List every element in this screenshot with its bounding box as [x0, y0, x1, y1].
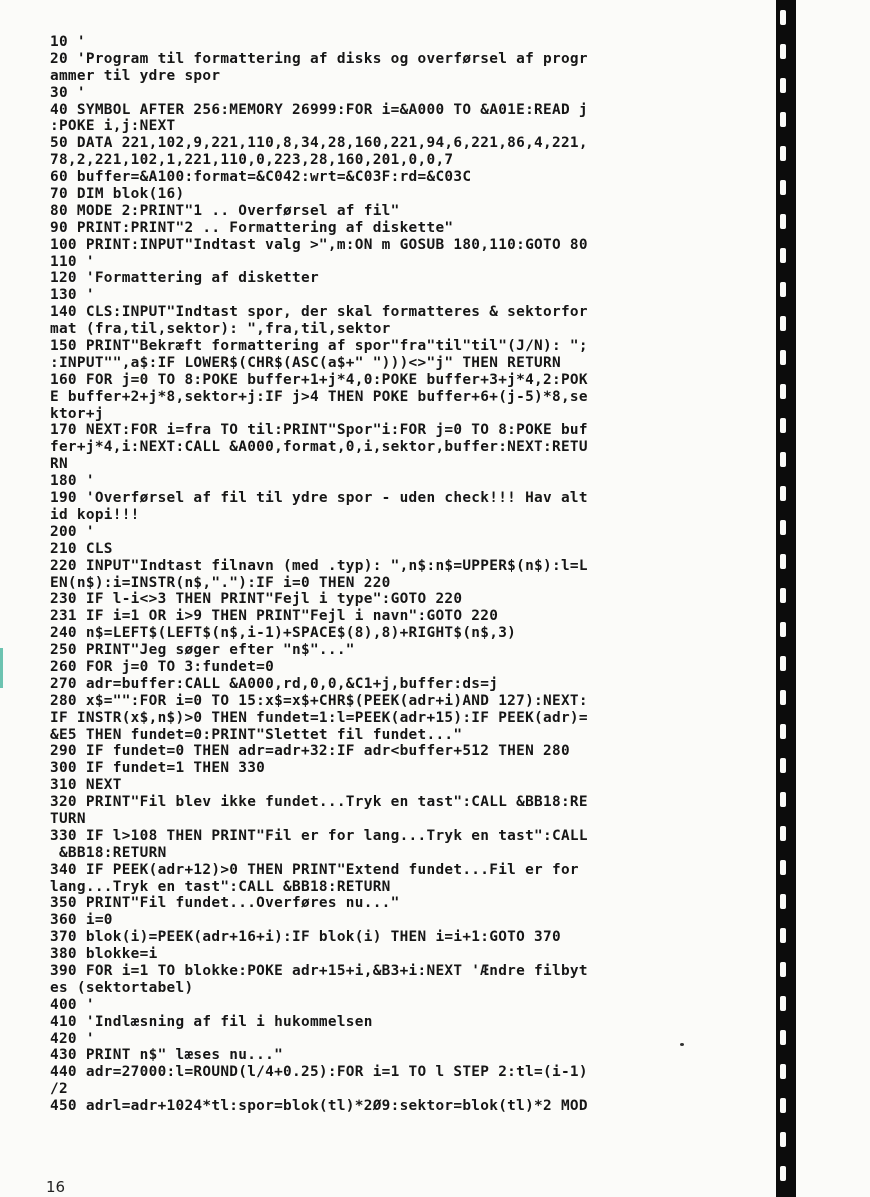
code-line: 400 ' [50, 996, 95, 1013]
strip-perforation [780, 894, 786, 909]
code-line: 450 adrl=adr+1024*tl:spor=blok(tl)*2Ø9:sektor=blok(tl)*2 MOD [50, 1098, 588, 1115]
strip-perforation [780, 554, 786, 569]
strip-perforation [780, 690, 786, 705]
code-line: 330 IF l>108 THEN PRINT"Fil er for lang...Tryk en tast":CALL [50, 827, 588, 844]
code-line: mat (fra,til,sektor): ",fra,til,sektor [50, 321, 391, 338]
strip-perforation [780, 1098, 786, 1113]
code-line: es (sektortabel) [50, 979, 194, 996]
code-line: 120 'Formattering af disketter [50, 270, 319, 287]
code-line: id kopi!!! [50, 506, 140, 523]
code-line: 410 'Indlæsning af fil i hukommelsen [50, 1013, 373, 1030]
code-line: 320 PRINT"Fil blev ikke fundet...Tryk en tast":CALL &BB18:RE [50, 794, 588, 811]
code-line: 50 DATA 221,102,9,221,110,8,34,28,160,221,94,6,221,86,4,221, [50, 135, 588, 152]
code-line: 340 IF PEEK(adr+12)>0 THEN PRINT"Extend fundet...Fil er for [50, 861, 579, 878]
code-line: 180 ' [50, 473, 95, 490]
strip-perforation [780, 724, 786, 739]
code-line: 140 CLS:INPUT"Indtast spor, der skal formatteres & sektorfor [50, 304, 588, 321]
code-line: &BB18:RETURN [50, 844, 167, 861]
code-line: 220 INPUT"Indtast filnavn (med .typ): ",n$:n$=UPPER$(n$):l=L [50, 557, 588, 574]
strip-perforation [780, 486, 786, 501]
code-line: 40 SYMBOL AFTER 256:MEMORY 26999:FOR i=&A000 TO &A01E:READ j [50, 101, 588, 118]
code-line: &E5 THEN fundet=0:PRINT"Slettet fil fundet..." [50, 726, 463, 743]
strip-perforation [780, 452, 786, 467]
code-line: 430 PRINT n$" læses nu..." [50, 1047, 284, 1064]
code-line: 350 PRINT"Fil fundet...Overføres nu..." [50, 895, 400, 912]
strip-perforation [780, 146, 786, 161]
strip-perforation [780, 520, 786, 535]
code-line: 30 ' [50, 84, 86, 101]
code-line: ammer til ydre spor [50, 67, 221, 84]
code-line: 110 ' [50, 253, 95, 270]
code-line: 270 adr=buffer:CALL &A000,rd,0,0,&C1+j,buffer:ds=j [50, 675, 499, 692]
code-line: 231 IF i=1 OR i>9 THEN PRINT"Fejl i navn":GOTO 220 [50, 608, 499, 625]
code-line: 150 PRINT"Bekræft formattering af spor"fra"til"til"(J/N): "; [50, 338, 588, 355]
strip-perforation [780, 112, 786, 127]
code-line: 290 IF fundet=0 THEN adr=adr+32:IF adr<buffer+512 THEN 280 [50, 743, 570, 760]
code-line: 310 NEXT [50, 777, 122, 794]
code-line: 90 PRINT:PRINT"2 .. Formattering af diskette" [50, 219, 454, 236]
strip-perforation [780, 1064, 786, 1079]
page-number: 16 [46, 1178, 66, 1196]
strip-perforation [780, 78, 786, 93]
strip-perforation [780, 962, 786, 977]
strip-perforation [780, 282, 786, 297]
code-line: 210 CLS [50, 540, 113, 557]
strip-perforation [780, 180, 786, 195]
code-line: 10 ' [50, 34, 86, 50]
code-line: RN [50, 456, 68, 473]
code-line: 370 blok(i)=PEEK(adr+16+i):IF blok(i) THEN i=i+1:GOTO 370 [50, 929, 561, 946]
strip-perforation [780, 418, 786, 433]
code-line: ktor+j [50, 405, 104, 422]
code-line: 390 FOR i=1 TO blokke:POKE adr+15+i,&B3+i:NEXT 'Ændre filbyt [50, 962, 588, 979]
strip-perforation [780, 792, 786, 807]
strip-perforation [780, 1030, 786, 1045]
code-line: 190 'Overførsel af fil til ydre spor - uden check!!! Hav alt [50, 490, 588, 507]
code-line: fer+j*4,i:NEXT:CALL &A000,format,0,i,sektor,buffer:NEXT:RETU [50, 439, 588, 456]
code-line: 280 x$="":FOR i=0 TO 15:x$=x$+CHR$(PEEK(adr+i)AND 127):NEXT: [50, 692, 588, 709]
strip-perforation [780, 656, 786, 671]
strip-perforation [780, 248, 786, 263]
code-line: 20 'Program til formattering af disks og overførsel af progr [50, 50, 588, 67]
code-line: EN(n$):i=INSTR(n$,"."):IF i=0 THEN 220 [50, 574, 391, 591]
strip-perforation [780, 350, 786, 365]
ink-speck [680, 1043, 684, 1046]
code-line: 300 IF fundet=1 THEN 330 [50, 760, 266, 777]
code-line: IF INSTR(x$,n$)>0 THEN fundet=1:l=PEEK(adr+15):IF PEEK(adr)= [50, 709, 588, 726]
film-edge-strip [776, 0, 796, 1197]
code-line: 360 i=0 [50, 912, 113, 929]
strip-perforation [780, 622, 786, 637]
strip-perforation [780, 316, 786, 331]
code-line: 260 FOR j=0 TO 3:fundet=0 [50, 658, 275, 675]
strip-perforation [780, 214, 786, 229]
code-line: 60 buffer=&A100:format=&C042:wrt=&C03F:rd=&C03C [50, 169, 472, 186]
code-line: 440 adr=27000:l=ROUND(l/4+0.25):FOR i=1 TO l STEP 2:tl=(i-1) [50, 1064, 588, 1081]
strip-perforation [780, 10, 786, 25]
code-line: 100 PRINT:INPUT"Indtast valg >",m:ON m GOSUB 180,110:GOTO 80 [50, 236, 588, 253]
code-line: 420 ' [50, 1030, 95, 1047]
code-line: 380 blokke=i [50, 946, 158, 963]
code-line: 78,2,221,102,1,221,110,0,223,28,160,201,0,0,7 [50, 152, 454, 169]
program-listing [50, 34, 690, 1115]
code-line: 80 MODE 2:PRINT"1 .. Overførsel af fil" [50, 202, 400, 219]
strip-perforation [780, 1132, 786, 1147]
code-line: E buffer+2+j*8,sektor+j:IF j>4 THEN POKE buffer+6+(j-5)*8,se [50, 388, 588, 405]
strip-perforation [780, 1166, 786, 1181]
margin-mark [0, 648, 3, 688]
strip-perforation [780, 384, 786, 399]
code-line: 160 FOR j=0 TO 8:POKE buffer+1+j*4,0:POKE buffer+3+j*4,2:POK [50, 371, 588, 388]
code-line: /2 [50, 1081, 68, 1098]
strip-perforation [780, 996, 786, 1011]
strip-perforation [780, 758, 786, 773]
code-line: :INPUT"",a$:IF LOWER$(CHR$(ASC(a$+" ")))<>"j" THEN RETURN [50, 354, 561, 371]
code-line: 250 PRINT"Jeg søger efter "n$"..." [50, 642, 355, 659]
code-line: 200 ' [50, 523, 95, 540]
strip-perforation [780, 588, 786, 603]
strip-perforation [780, 826, 786, 841]
code-line: 240 n$=LEFT$(LEFT$(n$,i-1)+SPACE$(8),8)+RIGHT$(n$,3) [50, 625, 517, 642]
code-line: TURN [50, 810, 86, 827]
code-line: lang...Tryk en tast":CALL &BB18:RETURN [50, 878, 391, 895]
strip-perforation [780, 860, 786, 875]
code-line: :POKE i,j:NEXT [50, 118, 176, 135]
code-line: 230 IF l-i<>3 THEN PRINT"Fejl i type":GOTO 220 [50, 591, 463, 608]
code-line: 170 NEXT:FOR i=fra TO til:PRINT"Spor"i:FOR j=0 TO 8:POKE buf [50, 422, 588, 439]
strip-perforation [780, 44, 786, 59]
code-line: 130 ' [50, 287, 95, 304]
strip-perforation [780, 928, 786, 943]
code-line: 70 DIM blok(16) [50, 186, 185, 203]
